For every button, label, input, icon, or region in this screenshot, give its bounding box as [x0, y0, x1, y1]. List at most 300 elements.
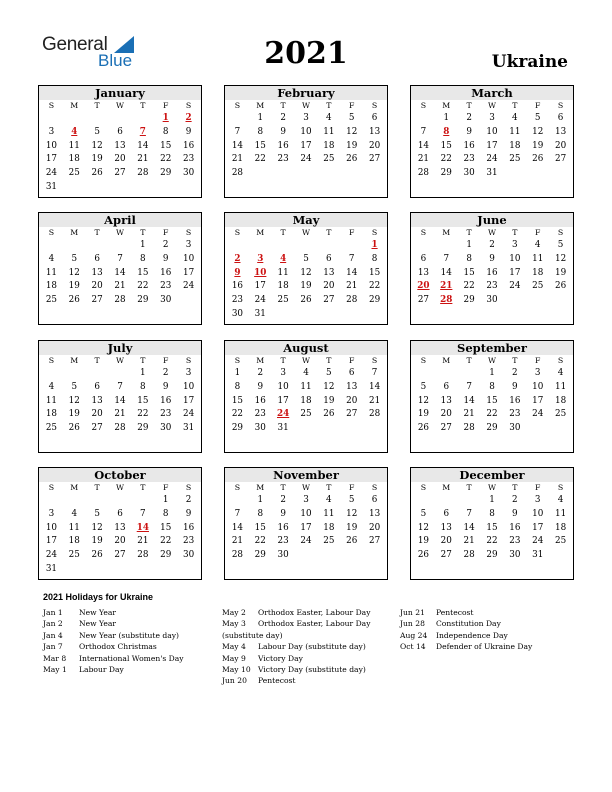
day-cell: 3: [48, 508, 55, 519]
month-august: [224, 340, 388, 453]
day-cell: 1: [140, 368, 146, 378]
holiday-column: [400, 607, 532, 653]
weekday-header: T: [140, 483, 146, 492]
day-cell: 25: [68, 550, 80, 561]
day-cell: 24: [45, 168, 58, 179]
day-cell: 12: [300, 267, 312, 278]
month-days-grid: [39, 227, 201, 308]
day-cell: 28: [231, 168, 244, 179]
day-cell: 17: [45, 536, 58, 547]
day-cell: 14: [368, 381, 381, 392]
day-cell: 27: [440, 423, 452, 434]
day-cell: 20: [91, 409, 103, 420]
day-cell: 27: [554, 154, 567, 165]
day-cell: 16: [160, 267, 172, 278]
weekday-header: T: [140, 101, 146, 110]
day-cell: 6: [420, 253, 427, 264]
day-cell: 24: [182, 409, 195, 420]
day-cell: 14: [440, 267, 452, 278]
day-cell: 25: [554, 409, 567, 420]
day-cell: 7: [466, 508, 472, 519]
day-cell: 12: [68, 395, 80, 406]
weekday-header: W: [487, 483, 496, 492]
day-cell: 10: [277, 381, 289, 392]
weekday-header: S: [185, 228, 192, 237]
holiday-row: [222, 607, 370, 618]
empty-day-cell: [109, 239, 132, 253]
weekday-header: F: [535, 483, 541, 492]
empty-day-cell: [63, 112, 86, 126]
day-cell: 9: [489, 253, 495, 264]
holiday-date: May 3: [222, 619, 246, 629]
month-name: December: [411, 468, 573, 482]
day-cell: 13: [440, 395, 452, 406]
weekday-header: F: [349, 483, 355, 492]
day-cell: 6: [117, 126, 123, 137]
day-cell: 17: [182, 395, 195, 406]
day-cell: 3: [280, 368, 286, 378]
day-cell: 4: [557, 368, 564, 378]
day-cell: 6: [557, 113, 564, 123]
weekday-header: S: [557, 228, 564, 237]
day-cell: 22: [160, 536, 172, 547]
day-cell: 6: [371, 495, 378, 505]
holiday-day-cell: 3: [257, 253, 264, 264]
day-cell: 8: [162, 508, 169, 519]
day-cell: 3: [303, 495, 309, 505]
day-cell: 11: [45, 267, 58, 278]
weekday-header: T: [280, 356, 286, 365]
day-cell: 8: [140, 381, 146, 392]
day-cell: 10: [532, 508, 544, 519]
day-cell: 8: [466, 253, 472, 264]
day-cell: 2: [185, 495, 192, 505]
holiday-day-cell: 14: [136, 522, 149, 533]
day-cell: 3: [48, 126, 55, 137]
weekday-header: T: [94, 483, 100, 492]
day-cell: 12: [346, 508, 358, 519]
empty-day-cell: [109, 367, 132, 381]
day-cell: 20: [114, 536, 126, 547]
day-cell: 20: [554, 140, 567, 151]
day-cell: 23: [254, 409, 266, 420]
day-cell: 24: [45, 550, 58, 561]
month-days-grid: [225, 355, 387, 436]
holiday-day-cell: 9: [234, 267, 241, 278]
day-cell: 7: [234, 126, 241, 137]
day-cell: 29: [160, 550, 172, 561]
day-cell: 9: [185, 508, 192, 519]
holiday-row: [400, 607, 532, 618]
weekday-header: S: [48, 356, 55, 365]
day-cell: 30: [486, 295, 498, 306]
holiday-date: May 10: [222, 664, 251, 674]
day-cell: 7: [117, 253, 123, 264]
weekday-header: S: [371, 356, 378, 365]
day-cell: 4: [48, 253, 55, 264]
day-cell: 10: [45, 522, 58, 533]
day-cell: 4: [326, 113, 332, 123]
day-cell: 9: [257, 381, 264, 392]
weekday-header: S: [557, 101, 564, 110]
day-cell: 18: [68, 536, 80, 547]
weekday-header: T: [326, 228, 332, 237]
day-cell: 17: [532, 395, 544, 406]
day-cell: 23: [231, 295, 244, 306]
holiday-date: Aug 24: [400, 630, 428, 640]
holiday-name: New Year: [79, 608, 117, 617]
day-cell: 14: [463, 395, 475, 406]
day-cell: 3: [303, 113, 309, 123]
day-cell: 17: [45, 154, 58, 165]
weekday-header: T: [466, 483, 472, 492]
day-cell: 5: [326, 368, 332, 378]
month-name: May: [225, 213, 387, 227]
weekday-header: M: [442, 483, 451, 492]
day-cell: 30: [182, 550, 195, 561]
day-cell: 11: [45, 395, 58, 406]
empty-day-cell: [131, 112, 154, 126]
empty-day-cell: [458, 367, 481, 381]
day-cell: 6: [348, 368, 355, 378]
day-cell: 24: [300, 536, 312, 547]
weekday-header: T: [326, 101, 332, 110]
empty-day-cell: [458, 494, 481, 508]
day-cell: 23: [509, 409, 521, 420]
weekday-header: S: [371, 483, 378, 492]
day-cell: 21: [463, 409, 475, 420]
country-name: Ukraine: [491, 52, 568, 72]
day-cell: 13: [114, 522, 126, 533]
day-cell: 11: [323, 126, 335, 137]
day-cell: 13: [91, 395, 103, 406]
weekday-header: W: [301, 483, 310, 492]
day-cell: 31: [182, 423, 195, 434]
weekday-header: T: [326, 483, 332, 492]
weekday-header: F: [163, 101, 169, 110]
holiday-name: Labour Day: [79, 664, 124, 674]
day-cell: 13: [417, 267, 430, 278]
empty-day-cell: [317, 239, 340, 253]
day-cell: 16: [486, 267, 498, 278]
day-cell: 15: [486, 522, 498, 533]
logo-word-general: General: [42, 34, 108, 55]
day-cell: 5: [71, 381, 78, 392]
day-cell: 25: [68, 168, 80, 179]
day-cell: 12: [68, 267, 80, 278]
day-cell: 24: [182, 281, 195, 292]
empty-day-cell: [109, 112, 132, 126]
day-cell: 2: [280, 113, 286, 123]
weekday-header: M: [70, 101, 79, 110]
day-cell: 8: [140, 253, 146, 264]
weekday-header: S: [234, 228, 241, 237]
holiday-day-cell: 2: [234, 253, 241, 264]
weekday-header: W: [115, 483, 124, 492]
day-cell: 24: [254, 295, 266, 306]
day-cell: 27: [91, 423, 103, 434]
month-january: [38, 85, 202, 198]
day-cell: 7: [117, 381, 123, 392]
day-cell: 10: [300, 508, 312, 519]
day-cell: 22: [137, 281, 149, 292]
day-cell: 25: [532, 281, 544, 292]
empty-day-cell: [249, 239, 272, 253]
holiday-row: [222, 618, 370, 629]
day-cell: 21: [231, 536, 244, 547]
day-cell: 1: [489, 495, 495, 505]
day-cell: 28: [114, 295, 126, 306]
day-cell: 4: [512, 113, 518, 123]
day-cell: 9: [280, 126, 286, 137]
day-cell: 5: [534, 113, 541, 123]
day-cell: 18: [45, 409, 58, 420]
day-cell: 11: [509, 126, 521, 137]
holiday-date: May 4: [222, 642, 246, 652]
day-cell: 21: [417, 154, 430, 165]
day-cell: 16: [463, 140, 475, 151]
weekday-header: S: [557, 483, 564, 492]
empty-day-cell: [40, 239, 63, 253]
day-cell: 28: [417, 168, 430, 179]
day-cell: 16: [160, 395, 172, 406]
month-name: March: [411, 86, 573, 100]
weekday-header: S: [420, 228, 427, 237]
empty-day-cell: [40, 112, 63, 126]
weekday-header: M: [70, 356, 79, 365]
month-may: [224, 212, 388, 325]
day-cell: 18: [554, 395, 567, 406]
day-cell: 22: [463, 281, 475, 292]
month-february: [224, 85, 388, 198]
day-cell: 17: [509, 267, 521, 278]
day-cell: 7: [420, 126, 427, 137]
weekday-header: S: [557, 356, 564, 365]
day-cell: 30: [463, 168, 475, 179]
day-cell: 12: [417, 395, 430, 406]
holiday-day-cell: 24: [277, 409, 290, 420]
empty-day-cell: [86, 367, 109, 381]
day-cell: 3: [185, 240, 192, 250]
weekday-header: W: [115, 101, 124, 110]
day-cell: 16: [509, 522, 521, 533]
day-cell: 10: [45, 140, 58, 151]
weekday-header: T: [326, 356, 332, 365]
month-days-grid: [411, 355, 573, 436]
day-cell: 1: [257, 495, 264, 505]
day-cell: 14: [346, 267, 358, 278]
weekday-header: T: [280, 101, 286, 110]
day-cell: 23: [486, 281, 498, 292]
day-cell: 22: [440, 154, 452, 165]
day-cell: 27: [323, 295, 335, 306]
day-cell: 16: [254, 395, 266, 406]
holiday-name: International Women's Day: [79, 653, 184, 663]
weekday-header: T: [94, 228, 100, 237]
weekday-header: T: [94, 356, 100, 365]
day-cell: 15: [137, 267, 149, 278]
day-cell: 2: [257, 368, 264, 378]
empty-day-cell: [412, 112, 435, 126]
day-cell: 21: [137, 154, 149, 165]
day-cell: 25: [323, 154, 335, 165]
day-cell: 5: [348, 113, 355, 123]
logo-word-blue: Blue: [98, 51, 133, 70]
day-cell: 8: [489, 381, 495, 392]
day-cell: 2: [162, 240, 169, 250]
weekday-header: S: [48, 228, 55, 237]
day-cell: 21: [137, 536, 149, 547]
day-cell: 14: [231, 140, 244, 151]
day-cell: 23: [277, 154, 289, 165]
day-cell: 7: [234, 508, 241, 519]
empty-day-cell: [226, 494, 249, 508]
weekday-header: S: [185, 101, 192, 110]
day-cell: 15: [254, 522, 266, 533]
holiday-name: New Year (substitute day): [79, 630, 180, 640]
day-cell: 29: [440, 168, 452, 179]
day-cell: 1: [257, 113, 264, 123]
holiday-row: [400, 641, 532, 652]
weekday-header: F: [535, 228, 541, 237]
day-cell: 15: [463, 267, 475, 278]
holiday-name: Constitution Day: [436, 619, 501, 629]
weekday-header: M: [70, 228, 79, 237]
day-cell: 13: [91, 267, 103, 278]
weekday-header: F: [163, 356, 169, 365]
day-cell: 15: [486, 395, 498, 406]
day-cell: 2: [162, 368, 169, 378]
holiday-name: Independence Day: [436, 630, 508, 640]
day-cell: 17: [486, 140, 498, 151]
holiday-name: Orthodox Christmas: [79, 642, 157, 652]
weekday-header: F: [535, 356, 541, 365]
month-name: January: [39, 86, 201, 100]
holiday-date: Jan 7: [43, 642, 63, 652]
day-cell: 29: [368, 295, 381, 306]
day-cell: 14: [114, 267, 126, 278]
weekday-header: M: [256, 228, 265, 237]
day-cell: 6: [94, 381, 100, 392]
day-cell: 15: [440, 140, 452, 151]
holiday-row: [43, 630, 184, 641]
day-cell: 14: [463, 522, 475, 533]
month-name: August: [225, 341, 387, 355]
day-cell: 23: [463, 154, 475, 165]
weekday-header: F: [535, 101, 541, 110]
holiday-row: [43, 641, 184, 652]
day-cell: 15: [160, 522, 172, 533]
holiday-name-continuation: (substitute day): [222, 630, 283, 640]
day-cell: 20: [91, 281, 103, 292]
month-name: June: [411, 213, 573, 227]
day-cell: 30: [509, 423, 521, 434]
holiday-date: Jan 4: [43, 630, 63, 640]
weekday-header: M: [70, 483, 79, 492]
day-cell: 7: [348, 253, 355, 264]
holiday-day-cell: 20: [417, 281, 430, 292]
day-cell: 26: [346, 154, 358, 165]
holiday-date: May 9: [222, 653, 246, 663]
day-cell: 16: [231, 281, 244, 292]
month-days-grid: [411, 227, 573, 308]
day-cell: 27: [114, 168, 126, 179]
day-cell: 26: [417, 550, 430, 561]
day-cell: 9: [512, 381, 518, 392]
empty-day-cell: [295, 239, 318, 253]
day-cell: 29: [137, 423, 149, 434]
month-days-grid: [39, 482, 201, 577]
day-cell: 17: [532, 522, 544, 533]
day-cell: 7: [371, 368, 378, 378]
day-cell: 5: [303, 253, 309, 264]
day-cell: 24: [486, 154, 498, 165]
day-cell: 11: [323, 508, 335, 519]
day-cell: 19: [91, 154, 103, 165]
holiday-day-cell: 28: [440, 295, 453, 306]
weekday-header: T: [512, 483, 518, 492]
day-cell: 2: [512, 495, 518, 505]
holiday-name: New Year: [79, 619, 117, 629]
empty-day-cell: [109, 494, 132, 508]
weekday-header: W: [487, 356, 496, 365]
day-cell: 1: [140, 240, 146, 250]
holidays-title: 2021 Holidays for Ukraine: [43, 592, 154, 602]
month-days-grid: [225, 100, 387, 181]
month-days-grid: [411, 100, 573, 181]
day-cell: 20: [440, 409, 452, 420]
day-cell: 23: [277, 536, 289, 547]
day-cell: 29: [137, 295, 149, 306]
day-cell: 12: [91, 522, 103, 533]
day-cell: 10: [182, 253, 195, 264]
day-cell: 5: [420, 381, 427, 392]
day-cell: 6: [371, 113, 378, 123]
day-cell: 28: [114, 423, 126, 434]
day-cell: 18: [45, 281, 58, 292]
day-cell: 3: [512, 240, 518, 250]
day-cell: 1: [466, 240, 472, 250]
holiday-date: Oct 14: [400, 642, 426, 652]
day-cell: 22: [137, 409, 149, 420]
day-cell: 10: [300, 126, 312, 137]
day-cell: 18: [277, 281, 289, 292]
holiday-day-cell: 1: [371, 240, 378, 250]
holiday-name: Victory Day: [258, 653, 303, 663]
holiday-name: Orthodox Easter, Labour Day: [258, 608, 371, 617]
holiday-date: May 2: [222, 608, 246, 617]
day-cell: 4: [303, 368, 309, 378]
day-cell: 14: [231, 522, 244, 533]
day-cell: 23: [182, 154, 195, 165]
day-cell: 29: [231, 423, 244, 434]
day-cell: 8: [371, 253, 378, 264]
day-cell: 9: [280, 508, 286, 519]
empty-day-cell: [63, 367, 86, 381]
holiday-day-cell: 10: [254, 267, 267, 278]
day-cell: 30: [160, 295, 172, 306]
weekday-header: M: [442, 228, 451, 237]
holiday-row: [222, 664, 370, 675]
day-cell: 15: [254, 140, 266, 151]
day-cell: 12: [532, 126, 544, 137]
weekday-header: F: [349, 101, 355, 110]
holiday-row: [222, 641, 370, 652]
holiday-date: Jan 2: [43, 619, 63, 629]
day-cell: 16: [277, 140, 289, 151]
day-cell: 11: [68, 522, 80, 533]
weekday-header: T: [140, 356, 146, 365]
